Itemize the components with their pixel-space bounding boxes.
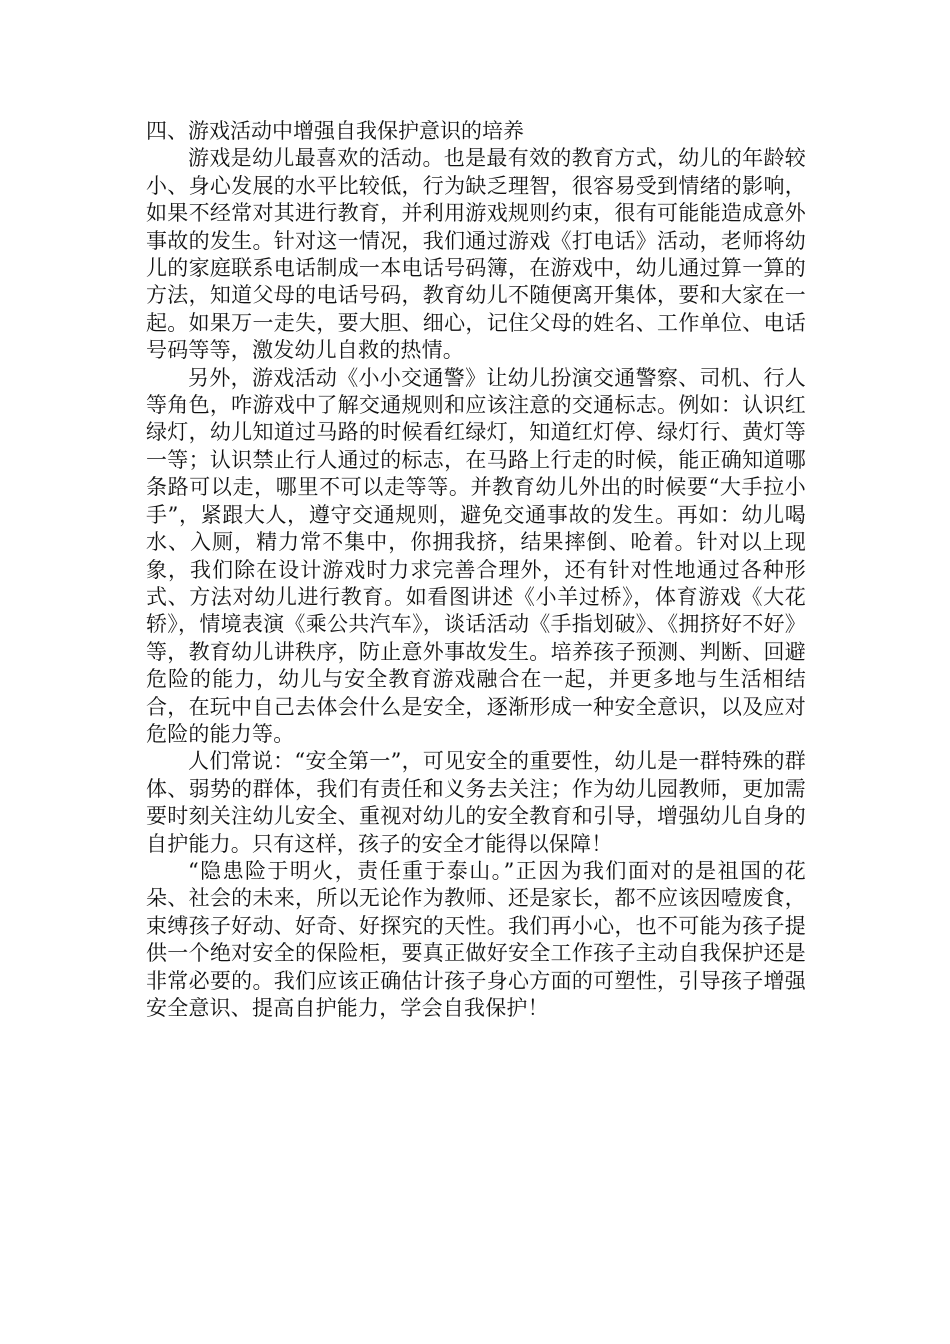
document-page (146, 118, 806, 1022)
section-heading: 四、游戏活动中增强自我保护意识的培养 (146, 119, 524, 143)
paragraph-traffic-game: 另外，游戏活动《小小交通警》让幼儿扮演交通警察、司机、行人等角色，咋游戏中了解交通规则和应该注意的交通标志。例如：认识红绿灯，幼儿知道过马路的时候看红绿灯，知道红灯停、绿灯行、黄灯等一等；认识禁止行人通过的标志，在马路上行走的时候，能正确知道哪条路可以走，哪里不可以走等等。并教育幼儿外出的时候要“大手拉小手”，紧跟大人，遵守交通规则，避免交通事故的发生。再如：幼儿喝水、入厕，精力常不集中，你拥我挤，结果摔倒、呛着。针对以上现象，我们除在设计游戏时力求完善合理外，还有针对性地通过各种形式、方法对幼儿进行教育。如看图讲述《小羊过桥》，体育游戏《大花轿》，情境表演《乘公共汽车》，谈话活动《手指划破》、《拥挤好不好》等，教育幼儿讲秩序，防止意外事故发生。培养孩子预测、判断、回避危险的能力，幼儿与安全教育游戏融合在一起，并更多地与生活相结合，在玩中自己去体会什么是安全，逐渐形成一种安全意识，以及应对危险的能力等。 (146, 365, 806, 746)
paragraph-self-protection: “隐患险于明火，责任重于泰山。”正因为我们面对的是祖国的花朵、社会的未来，所以无论作为教师、还是家长，都不应该因噎废食，束缚孩子好动、好奇、好探究的天性。我们再小心，也不可能为孩子提供一个绝对安全的保险柜，要真正做好安全工作孩子主动自我保护还是非常必要的。我们应该正确估计孩子身心方面的可塑性，引导孩子增强安全意识、提高自护能力，学会自我保护！ (146, 858, 806, 1020)
paragraph-game-education: 游戏是幼儿最喜欢的活动。也是最有效的教育方式，幼儿的年龄较小、身心发展的水平比较低，行为缺乏理智，很容易受到情绪的影响，如果不经常对其进行教育，并利用游戏规则约束，很有可能能造成意外事故的发生。针对这一情况，我们通过游戏《打电话》活动，老师将幼儿的家庭联系电话制成一本电话号码簿，在游戏中，幼儿通过算一算的方法，知道父母的电话号码，教育幼儿不随便离开集体，要和大家在一起。如果万一走失，要大胆、细心，记住父母的姓名、工作单位、电话号码等等，激发幼儿自救的热情。 (146, 146, 806, 363)
paragraph-safety-first: 人们常说：“安全第一”，可见安全的重要性，幼儿是一群特殊的群体、弱势的群体，我们有责任和义务去关注；作为幼儿园教师，更加需要时刻关注幼儿安全、重视对幼儿的安全教育和引导，增强幼儿自身的自护能力。只有这样，孩子的安全才能得以保障！ (146, 749, 806, 856)
